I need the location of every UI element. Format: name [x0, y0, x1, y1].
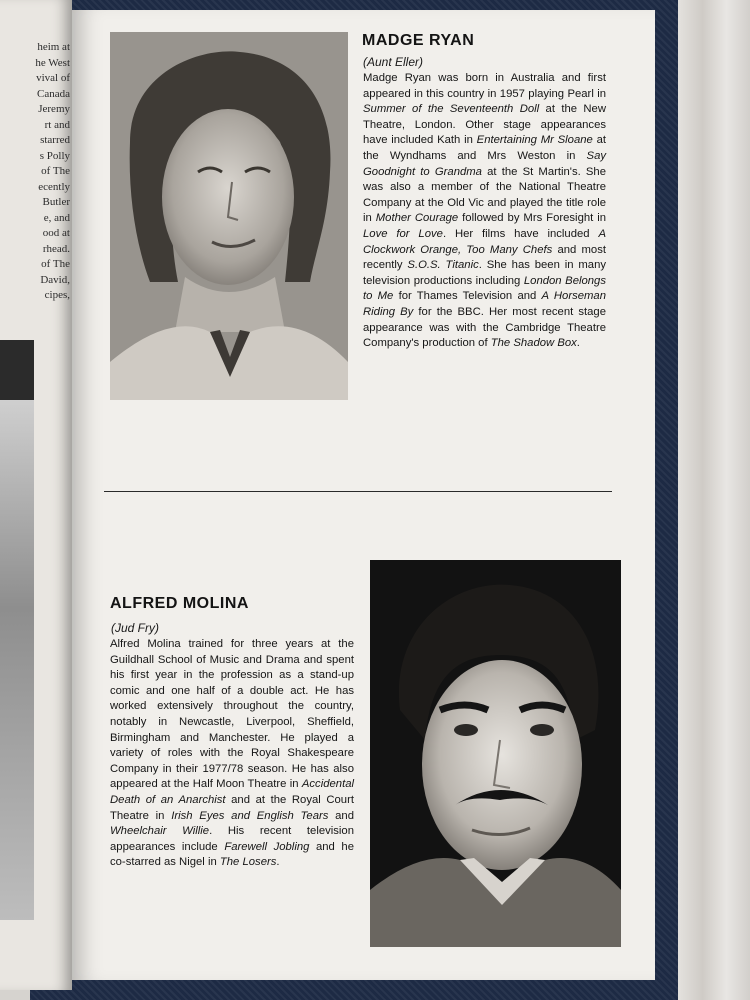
- bio-alfred-molina: [110, 637, 354, 871]
- bio-title-italic: The Shadow Box: [490, 337, 577, 350]
- left-page-photo-dark: [0, 340, 34, 400]
- bio-text: and he co-starred as Nigel in: [110, 840, 354, 869]
- bio-text: for the BBC. Her most recent stage appearance was with the Cambridge Theatre Company's production of: [363, 305, 606, 350]
- bio-text: and most recently: [363, 243, 607, 272]
- madge-ryan-portrait: [110, 32, 348, 400]
- left-page-line: ecently: [38, 180, 70, 193]
- bio-text: .: [276, 856, 280, 869]
- left-page-line: Jeremy: [38, 103, 70, 115]
- bio-title-italic: Irish Eyes and English Tears: [171, 809, 329, 822]
- bio-text: at the New Theatre, London. Other stage appearances have included Kath in: [363, 103, 606, 147]
- bio-text: Alfred Molina trained for three years at the Guildhall School of Music and Drama and spent his first year in the profession as a stand-up comic and one half of a double act. He has worked extensively throughout the country, notably in Newcastle, Liverpool, Sheffield, Birmingham and Manchester. He played a variety of roles with the Royal Shakespeare Company in their 1977/78 season. He has also appeared at the Half Moon Theatre in: [110, 638, 354, 791]
- bio-text: and: [328, 809, 354, 822]
- left-page-line: rhead.: [42, 242, 70, 255]
- left-page-line: Canada: [37, 87, 70, 100]
- programme-page: [72, 10, 655, 980]
- left-page-line: vival of: [36, 72, 70, 84]
- alfred-molina-portrait-drawing: [370, 560, 621, 947]
- bio-text: at the St Martin's. She was also a member of the National Theatre Company at the Old Vic and played the title role in: [363, 165, 606, 225]
- bio-title-italic: A Horseman Riding By: [363, 290, 606, 318]
- left-page-line: of The: [41, 165, 70, 177]
- bio-title-italic: A Clockwork Orange, Too Many Chefs: [363, 227, 606, 256]
- bio-text: and at the Royal Court Theatre in: [110, 793, 354, 822]
- actor-name-madge-ryan: MADGE RYAN: [362, 32, 475, 49]
- left-page-line: rt and: [44, 118, 70, 131]
- bio-title-italic: Farewell Jobling: [224, 840, 310, 853]
- left-page-photo: [0, 400, 34, 920]
- left-page-line: Butler: [42, 196, 70, 208]
- left-page-line: starred: [40, 134, 70, 146]
- left-page-line: David,: [40, 273, 70, 286]
- left-page-line: e, and: [43, 211, 70, 224]
- bio-text: .: [576, 337, 580, 350]
- left-page-line: heim at: [37, 41, 70, 53]
- bio-title-italic: Wheelchair Willie: [110, 825, 210, 838]
- bio-text: . Her films have included: [442, 227, 599, 240]
- left-page-line: cipes,: [44, 289, 70, 301]
- actor-name-alfred-molina: ALFRED MOLINA: [110, 595, 249, 612]
- madge-ryan-portrait-drawing: [110, 32, 348, 400]
- section-divider: [104, 491, 612, 492]
- bio-title-italic: London Belongs to Me: [363, 274, 606, 303]
- bio-text: . His recent television appearances include: [110, 825, 354, 853]
- bio-madge-ryan: [363, 71, 606, 352]
- left-page: [0, 0, 72, 990]
- role-jud-fry: (Jud Fry): [111, 621, 159, 635]
- bio-title-italic: Entertaining Mr Sloane: [476, 134, 593, 147]
- role-aunt-eller: (Aunt Eller): [363, 55, 424, 69]
- bio-title-italic: Mother Courage: [375, 212, 459, 225]
- left-page-line: of The: [41, 258, 70, 270]
- left-page-line: ood at: [42, 227, 70, 239]
- bio-text: at the Wyndhams and Mrs Weston in: [363, 134, 607, 162]
- alfred-molina-portrait: [370, 560, 621, 947]
- bio-text: . She has been in many television productions including: [363, 259, 607, 287]
- bio-title-italic: Say Goodnight to Grandma: [363, 149, 606, 178]
- bio-text: for Thames Television and: [393, 290, 542, 303]
- bio-title-italic: Love for Love: [363, 227, 443, 240]
- bio-title-italic: The Losers: [219, 856, 277, 869]
- bio-title-italic: Summer of the Seventeenth Doll: [363, 103, 540, 116]
- bio-title-italic: Accidental Death of an Anarchist: [110, 778, 354, 806]
- left-page-line: he West: [35, 56, 70, 69]
- bio-text: Madge Ryan was born in Australia and first appeared in this country in 1957 playing Pearl in: [363, 72, 606, 100]
- bio-title-italic: S.O.S. Titanic: [407, 259, 479, 272]
- left-page-line: s Polly: [39, 149, 70, 162]
- bio-text: followed by Mrs Foresight in: [458, 212, 607, 225]
